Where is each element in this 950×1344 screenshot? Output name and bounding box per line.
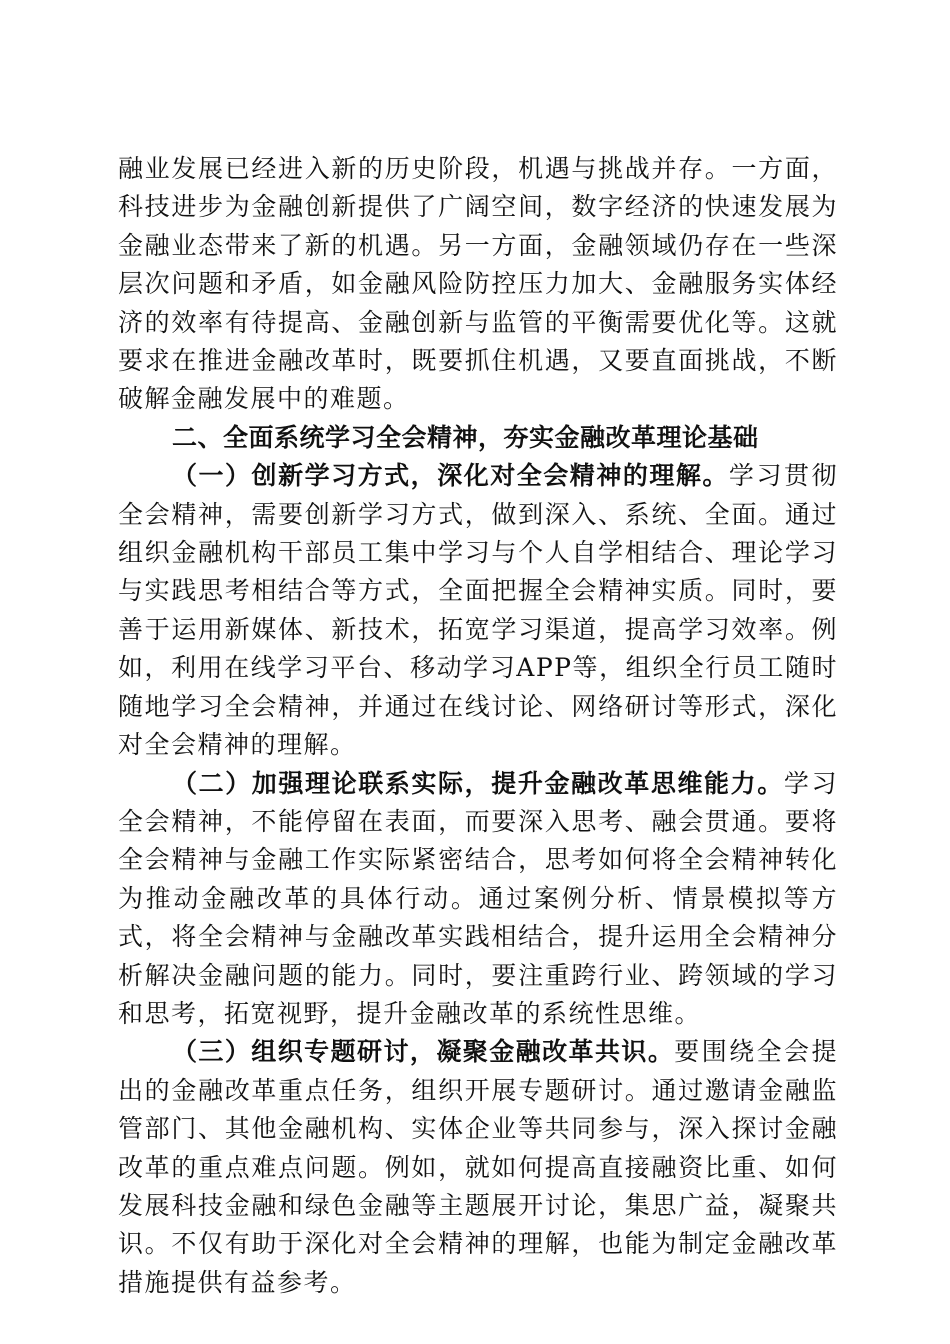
paragraph-item-1-text: 学习贯彻全会精神，需要创新学习方式，做到深入、系统、全面。通过组织金融机构干部员工集中学习与个人自学相结合、理论学习与实践思考相结合等方式，全面把握全会精神实质。同时，要善于运用新媒体、新技术，拓宽学习渠道，提高学习效率。例如，利用在线学习平台、移动学习APP等，组织全行员工随时随地学习全会精神，并通过在线讨论、网络研讨等形式，深化对全会精神的理解。 (118, 461, 838, 760)
paragraph-item-3 (118, 1033, 838, 1302)
paragraph-item-2-lead: （二）加强理论联系实际，提升金融改革思维能力。 (172, 768, 784, 798)
paragraph-item-3-lead: （三）组织专题研讨，凝聚金融改革共识。 (172, 1037, 675, 1067)
body-text (118, 150, 838, 1302)
paragraph-intro: 融业发展已经进入新的历史阶段，机遇与挑战并存。一方面，科技进步为金融创新提供了广阔空间，数字经济的快速发展为金融业态带来了新的机遇。另一方面，金融领域仍存在一些深层次问题和矛盾，如金融风险防控压力加大、金融服务实体经济的效率有待提高、金融创新与监管的平衡需要优化等。这就要求在推进金融改革时，既要抓住机遇，又要直面挑战，不断破解金融发展中的难题。 (118, 154, 838, 414)
section-heading: 二、全面系统学习全会精神，夯实金融改革理论基础 (172, 422, 759, 452)
paragraph-item-2-text: 学习全会精神，不能停留在表面，而要深入思考、融会贯通。要将全会精神与金融工作实际紧密结合，思考如何将全会精神转化为推动金融改革的具体行动。通过案例分析、情景模拟等方式，将全会精神与金融改革实践相结合，提升运用全会精神分析解决金融问题的能力。同时，要注重跨行业、跨领域的学习和思考，拓宽视野，提升金融改革的系统性思维。 (118, 768, 838, 1028)
paragraph-item-2 (118, 765, 838, 1034)
paragraph-item-1 (118, 457, 838, 764)
paragraph-item-3-text: 要围绕全会提出的金融改革重点任务，组织开展专题研讨。通过邀请金融监管部门、其他金融机构、实体企业等共同参与，深入探讨金融改革的重点难点问题。例如，就如何提高直接融资比重、如何发展科技金融和绿色金融等主题展开讨论，集思广益，凝聚共识。不仅有助于深化对全会精神的理解，也能为制定金融改革措施提供有益参考。 (118, 1037, 838, 1297)
paragraph-item-1-lead: （一）创新学习方式，深化对全会精神的理解。 (172, 461, 729, 491)
